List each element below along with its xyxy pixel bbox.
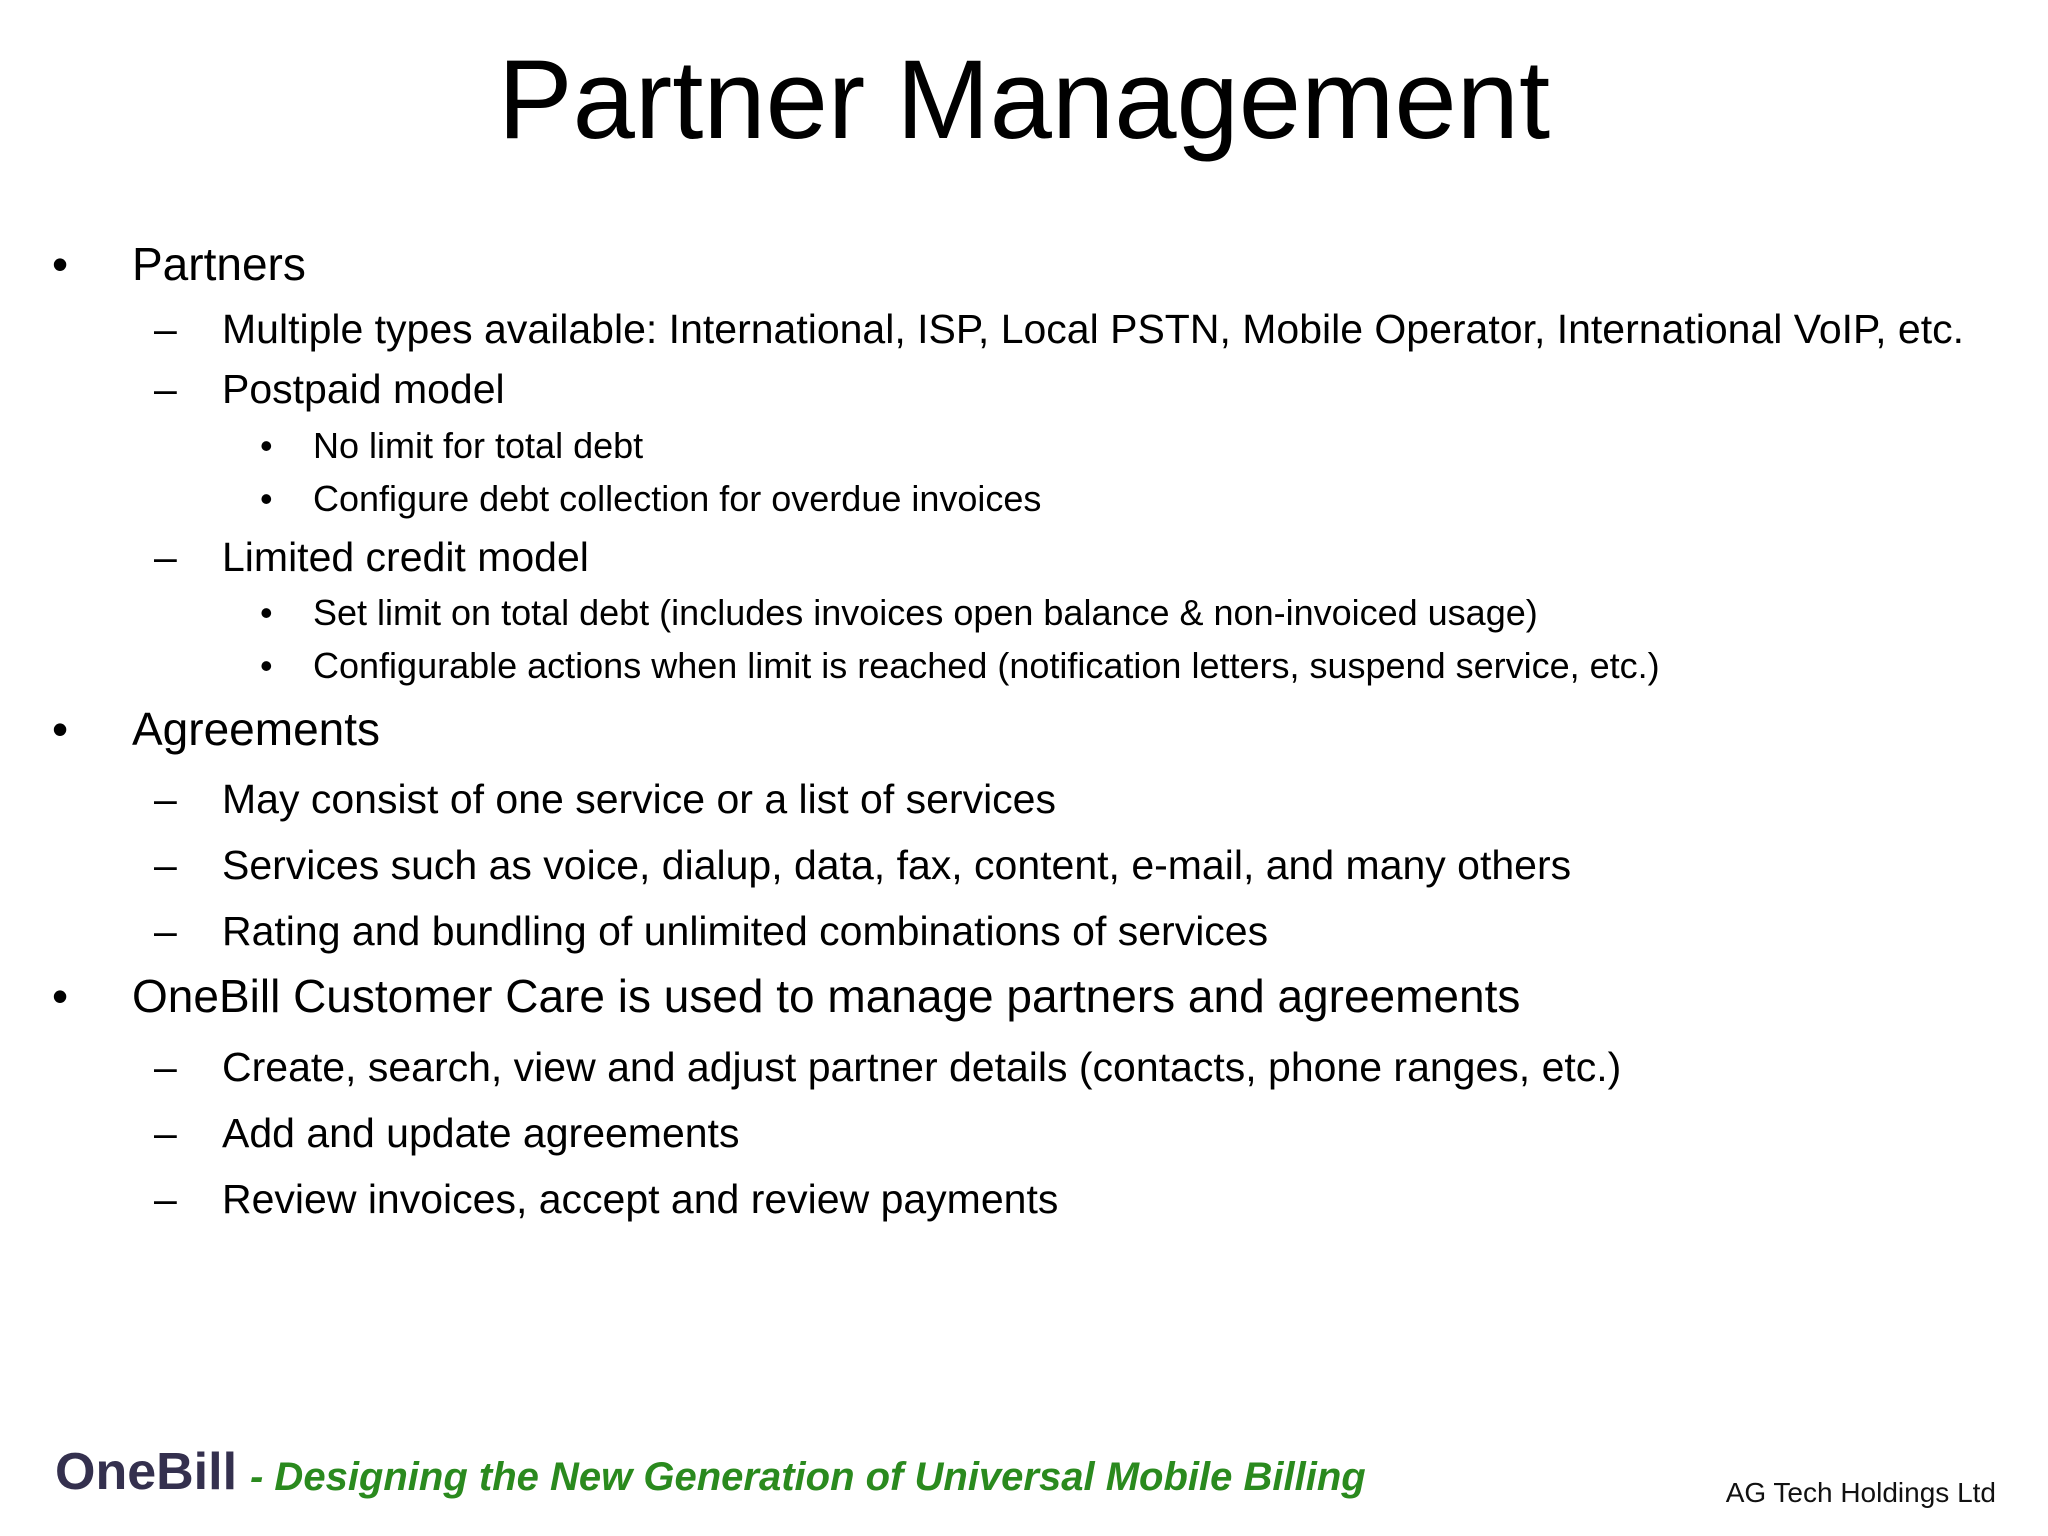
dot-marker: • [260, 592, 273, 633]
dot-marker: • [260, 425, 273, 466]
footer-tagline: - Designing the New Generation of Universal Mobile Billing [250, 1455, 1366, 1499]
bullet-marker: • [52, 970, 69, 1022]
dash-marker: – [154, 1176, 177, 1222]
bullet-text: OneBill Customer Care is used to manage partners and agreements [132, 970, 1521, 1022]
dash-marker: – [154, 534, 177, 580]
dash-marker: – [154, 908, 177, 954]
slide-title: Partner Management [497, 37, 1551, 162]
detail-text: Configure debt collection for overdue invoices [313, 478, 1042, 519]
sub-bullet-text: Rating and bundling of unlimited combinations of services [222, 908, 1269, 954]
sub-bullet-text: Review invoices, accept and review payments [222, 1176, 1059, 1222]
sub-bullet-text: Limited credit model [222, 534, 589, 580]
dash-marker: – [154, 306, 177, 352]
sub-bullet-text: Services such as voice, dialup, data, fax, content, e-mail, and many others [222, 842, 1572, 888]
footer-brand-logo: OneBill [55, 1443, 238, 1501]
detail-text: No limit for total debt [313, 425, 644, 466]
dash-marker: – [154, 842, 177, 888]
bullet-text: Partners [132, 238, 306, 290]
dash-marker: – [154, 776, 177, 822]
dash-marker: – [154, 1110, 177, 1156]
footer-company-name: AG Tech Holdings Ltd [1725, 1477, 1996, 1508]
dot-marker: • [260, 478, 273, 519]
sub-bullet-text: Add and update agreements [222, 1110, 740, 1156]
sub-bullet-text: Postpaid model [222, 366, 505, 412]
bullet-marker: • [52, 238, 69, 290]
detail-text: Set limit on total debt (includes invoices open balance & non-invoiced usage) [313, 592, 1538, 633]
dash-marker: – [154, 366, 177, 412]
sub-bullet-text: Create, search, view and adjust partner details (contacts, phone ranges, etc.) [222, 1044, 1622, 1090]
bullet-marker: • [52, 703, 69, 755]
detail-text: Configurable actions when limit is reached (notification letters, suspend service, etc.) [313, 645, 1660, 686]
dash-marker: – [154, 1044, 177, 1090]
sub-bullet-text: May consist of one service or a list of services [222, 776, 1056, 822]
bullet-text: Agreements [132, 703, 381, 755]
dot-marker: • [260, 645, 273, 686]
sub-bullet-text: Multiple types available: International, ISP, Local PSTN, Mobile Operator, International VoIP, etc. [222, 306, 1964, 352]
